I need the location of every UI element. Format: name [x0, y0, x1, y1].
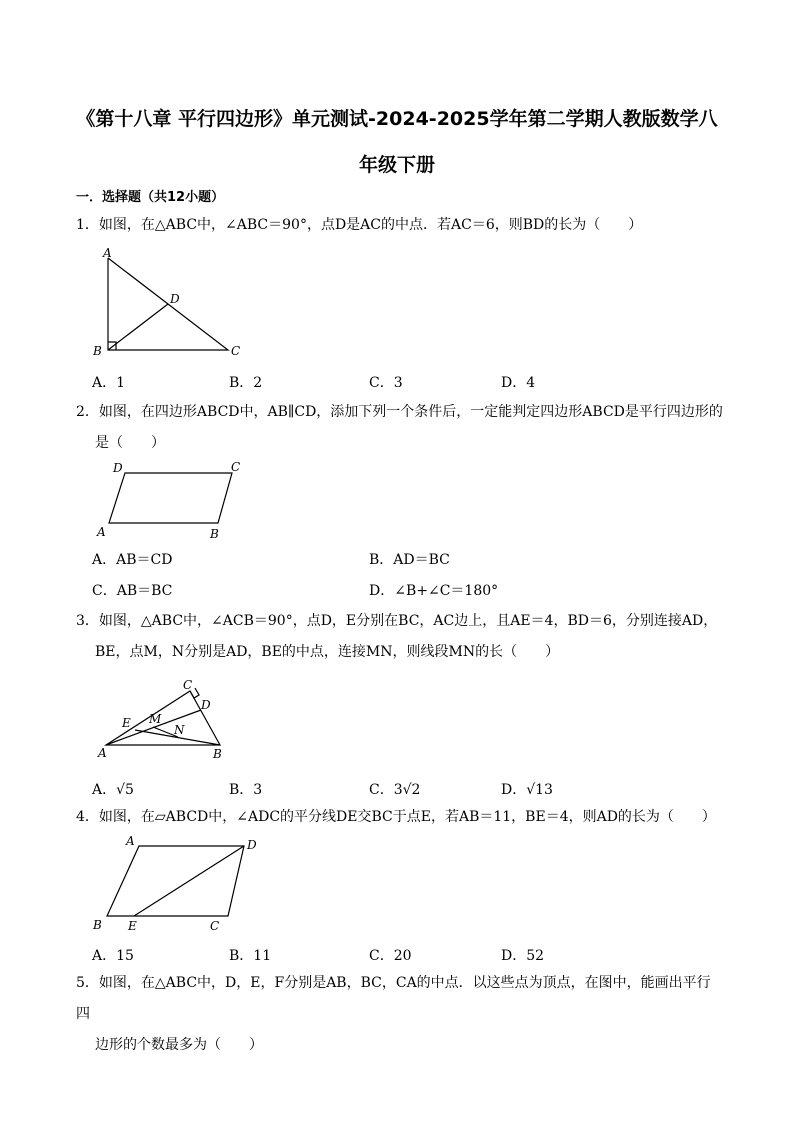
label-a: A — [98, 746, 107, 760]
question-2-line-1: 2．如图，在四边形ABCD中，AB∥CD，添加下列一个条件后，一定能判定四边形ABCD是平行四边形的 — [76, 404, 723, 420]
q1-option-a[interactable]: A．1 — [92, 375, 126, 391]
title-line-2: 年级下册 — [358, 154, 435, 176]
label-e: E — [122, 716, 131, 730]
document-title — [60, 96, 734, 188]
question-4-figure — [92, 834, 272, 939]
q3-option-c[interactable]: C．3√2 — [369, 782, 421, 798]
label-n: N — [174, 723, 185, 737]
label-d: D — [247, 838, 257, 852]
question-5 — [76, 968, 724, 1061]
question-3-line-2: BE，点M，N分别是AD，BE的中点，连接MN，则线段MN的长（ ） — [95, 644, 560, 660]
label-d: D — [201, 698, 211, 712]
question-2 — [76, 397, 724, 459]
question-4 — [76, 802, 724, 833]
q4-option-b[interactable]: B．11 — [229, 948, 272, 964]
question-3 — [76, 606, 724, 668]
question-5-line-2: 边形的个数最多为（ ） — [95, 1037, 263, 1053]
q3-option-d[interactable]: D．√13 — [501, 782, 553, 798]
q4-option-d[interactable]: D．52 — [501, 948, 545, 964]
label-m: M — [149, 712, 162, 726]
label-d: D — [113, 461, 123, 475]
q1-option-c[interactable]: C．3 — [369, 375, 403, 391]
q2-option-a[interactable]: A．AB＝CD — [92, 552, 173, 568]
segment-bd — [108, 304, 168, 350]
question-3-figure — [94, 676, 244, 766]
label-b: B — [210, 527, 219, 541]
question-1-figure — [88, 246, 258, 361]
title-line-1: 《第十八章 平行四边形》单元测试-2024-2025学年第二学期人教版数学八 — [76, 108, 718, 130]
q2-option-c[interactable]: C．AB＝BC — [92, 583, 173, 599]
label-c: C — [231, 460, 241, 474]
q1-option-d[interactable]: D．4 — [501, 375, 536, 391]
question-2-figure — [92, 460, 252, 545]
label-e: E — [128, 919, 137, 933]
quadrilateral-abcd — [109, 473, 232, 523]
q2-option-b[interactable]: B．AD＝BC — [369, 552, 450, 568]
q4-option-a[interactable]: A．15 — [92, 948, 134, 964]
q3-option-b[interactable]: B．3 — [229, 782, 263, 798]
question-1 — [76, 210, 724, 241]
label-b: B — [93, 918, 102, 932]
parallelogram-abcd — [107, 846, 244, 916]
q1-option-b[interactable]: B．2 — [229, 375, 263, 391]
question-5-line-1: 5．如图，在△ABC中，D，E，F分别是AB，BC，CA的中点．以这些点为顶点，在图中，能画出平行四 — [76, 975, 711, 1022]
label-c: C — [210, 919, 220, 933]
label-c: C — [183, 678, 193, 692]
q4-option-c[interactable]: C．20 — [369, 948, 412, 964]
segment-de — [134, 846, 244, 916]
label-c: C — [231, 344, 241, 358]
q3-option-a[interactable]: A．√5 — [92, 782, 134, 798]
label-a: A — [103, 246, 112, 260]
label-d: D — [170, 292, 180, 306]
section-heading: 一．选择题（共12小题） — [76, 190, 225, 205]
label-b: B — [93, 344, 102, 358]
label-a: A — [97, 525, 106, 539]
question-4-text: 4．如图，在▱ABCD中，∠ADC的平分线DE交BC于点E，若AB＝11，BE＝4，则AD的长为（ ） — [76, 809, 716, 825]
label-a: A — [126, 834, 135, 848]
question-3-line-1: 3．如图，△ABC中，∠ACB＝90°，点D，E分别在BC，AC边上，且AE＝4，BD＝6，分别连接AD， — [76, 613, 718, 629]
q2-option-d[interactable]: D．∠B+∠C＝180° — [369, 583, 499, 599]
label-b: B — [213, 747, 222, 761]
question-2-line-2: 是（ ） — [95, 435, 165, 451]
question-1-text: 1．如图，在△ABC中，∠ABC＝90°，点D是AC的中点．若AC＝6，则BD的长为（ ） — [76, 217, 643, 233]
